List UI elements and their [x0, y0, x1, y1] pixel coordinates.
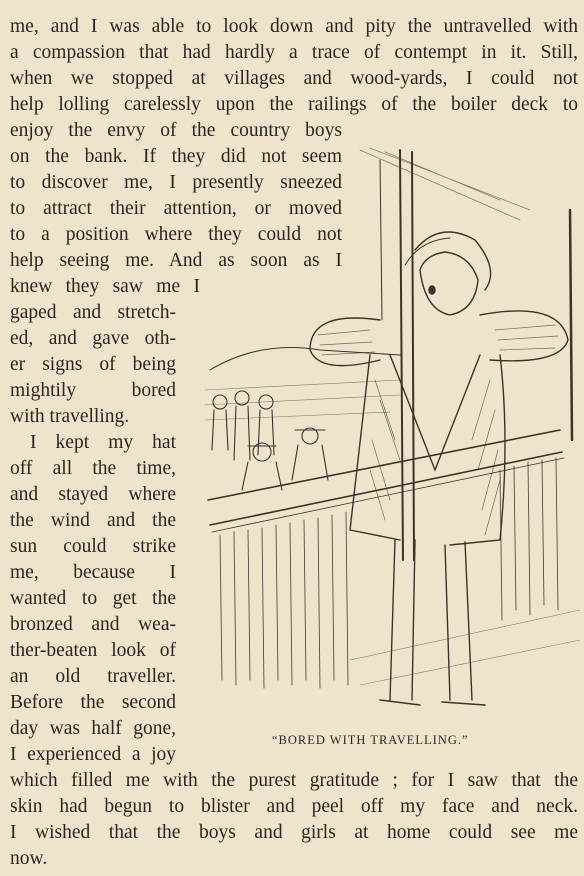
text-line: with travelling. [10, 406, 130, 427]
text-line: I kept my hat [30, 432, 176, 453]
text-line: now. [10, 848, 48, 869]
text-line: sun could strike [10, 536, 176, 557]
text-line: bronzed and wea- [10, 614, 176, 635]
text-line: mightily bored [10, 380, 176, 401]
text-line: to discover me, I presently sneezed [10, 172, 342, 193]
text-line: which filled me with the purest gratitude ; for I saw that the [10, 770, 578, 791]
text-line: day was half gone, [10, 718, 176, 739]
text-line: ed, and gave oth- [10, 328, 176, 349]
text-line: er signs of being [10, 354, 176, 375]
text-line: an old traveller. [10, 666, 176, 687]
text-line: and stayed where [10, 484, 176, 505]
text-line: to a position where they could not [10, 224, 342, 245]
illustration-caption: “BORED WITH TRAVELLING.” [272, 733, 469, 747]
text-line: on the bank. If they did not seem [10, 146, 342, 167]
text-line: help lolling carelessly upon the railings of the boiler deck to [10, 94, 578, 115]
text-line: wanted to get the [10, 588, 176, 609]
text-line: gaped and stretch- [10, 302, 176, 323]
text-line: I experienced a joy [10, 744, 176, 765]
text-line: knew they saw me I [10, 276, 200, 297]
text-line: ther-beaten look of [10, 640, 176, 661]
text-line: me, because I [10, 562, 176, 583]
text-line: a compassion that had hardly a trace of contempt in it. Still, [10, 42, 578, 63]
text-line: to attract their attention, or moved [10, 198, 342, 219]
illustration-boy-on-deck [200, 140, 580, 725]
text-line: help seeing me. And as soon as I [10, 250, 342, 271]
text-line: enjoy the envy of the country boys [10, 120, 342, 141]
text-line: when we stopped at villages and wood-yards, I could not [10, 68, 578, 89]
text-line: I wished that the boys and girls at home could see me [10, 822, 578, 843]
text-line: Before the second [10, 692, 176, 713]
text-line: skin had begun to blister and peel off my face and neck. [10, 796, 578, 817]
text-line: the wind and the [10, 510, 176, 531]
text-line: off all the time, [10, 458, 176, 479]
text-line: me, and I was able to look down and pity the untravelled with [10, 16, 578, 37]
